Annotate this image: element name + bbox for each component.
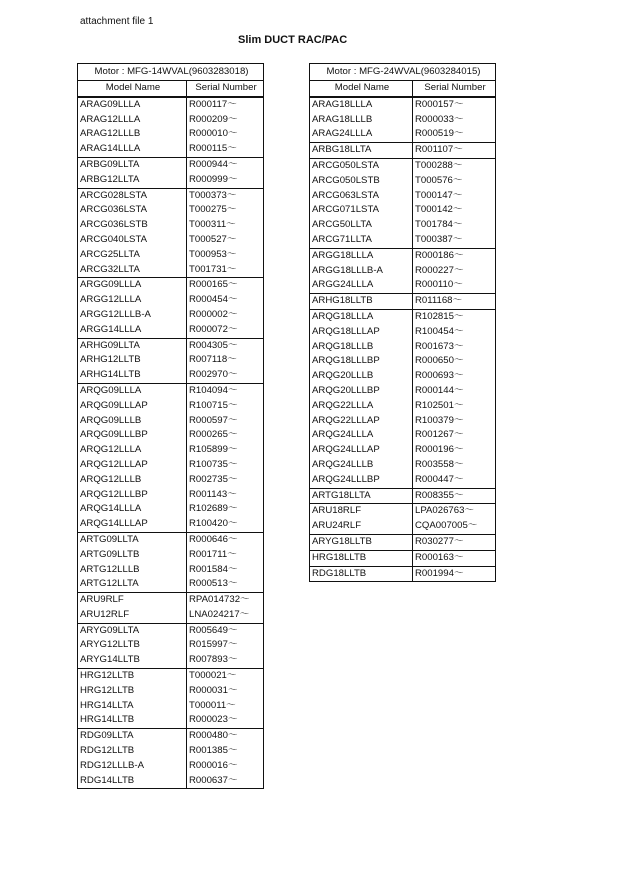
serial-number-cell: R005649～ xyxy=(187,623,264,638)
model-name-cell: RDG12LLTB xyxy=(78,744,187,759)
model-name-cell: ARQG12LLLBP xyxy=(78,488,187,503)
table-row xyxy=(78,532,264,547)
serial-number-cell: R000165～ xyxy=(187,278,264,293)
model-name-cell: ARQG20LLLBP xyxy=(310,384,413,399)
model-name-cell: ARCG071LSTA xyxy=(310,203,413,218)
model-name-cell: ARQG20LLLB xyxy=(310,369,413,384)
table-row xyxy=(310,248,496,263)
model-name-cell: ARHG09LLTA xyxy=(78,338,187,353)
model-name-cell: ARQG09LLLB xyxy=(78,414,187,429)
model-name-cell: ARAG24LLLA xyxy=(310,127,413,142)
serial-number-cell: T000373～ xyxy=(187,188,264,203)
model-name-cell: RDG18LLTB xyxy=(310,566,413,582)
serial-number-cell: R000196～ xyxy=(413,443,496,458)
serial-number-cell: R000454～ xyxy=(187,293,264,308)
model-name-cell: ARYG12LLTB xyxy=(78,638,187,653)
model-name-cell: ARYG14LLTB xyxy=(78,653,187,668)
serial-number-cell: R001994～ xyxy=(413,566,496,582)
table-row xyxy=(78,638,264,653)
serial-number-cell: CQA007005～ xyxy=(413,519,496,534)
table-row xyxy=(78,414,264,429)
model-name-cell: ARQG14LLLAP xyxy=(78,517,187,532)
table-row xyxy=(78,203,264,218)
model-name-cell: ARQG09LLLA xyxy=(78,383,187,398)
model-name-header: Model Name xyxy=(78,81,187,97)
table-row xyxy=(78,338,264,353)
serial-number-cell: T000527～ xyxy=(187,233,264,248)
table-row xyxy=(310,399,496,414)
serial-number-cell: R000144～ xyxy=(413,384,496,399)
serial-number-cell: R011168～ xyxy=(413,294,496,310)
model-name-cell: ARGG14LLLA xyxy=(78,323,187,338)
serial-number-cell: R007893～ xyxy=(187,653,264,668)
serial-number-cell: R000010～ xyxy=(187,127,264,142)
model-name-cell: ARQG18LLLA xyxy=(310,309,413,324)
serial-number-cell: R000480～ xyxy=(187,729,264,744)
table-row xyxy=(78,608,264,623)
serial-number-cell: T001731～ xyxy=(187,263,264,278)
table-row xyxy=(78,323,264,338)
model-name-cell: ARQG24LLLAP xyxy=(310,443,413,458)
table-row xyxy=(78,684,264,699)
serial-number-cell: R000033～ xyxy=(413,113,496,128)
table-row xyxy=(78,593,264,608)
model-name-cell: ARCG028LSTA xyxy=(78,188,187,203)
model-name-cell: ARGG12LLLA xyxy=(78,293,187,308)
model-name-cell: ARQG12LLLAP xyxy=(78,458,187,473)
table-row xyxy=(78,173,264,188)
serial-number-cell: R000002～ xyxy=(187,308,264,323)
model-name-cell: ARQG12LLLB xyxy=(78,473,187,488)
model-name-cell: ARQG18LLLB xyxy=(310,340,413,355)
serial-number-cell: R000637～ xyxy=(187,774,264,789)
table-row xyxy=(310,354,496,369)
serial-number-cell: R000650～ xyxy=(413,354,496,369)
serial-number-cell: R003558～ xyxy=(413,458,496,473)
model-name-cell: RDG09LLTA xyxy=(78,729,187,744)
table-row xyxy=(310,203,496,218)
table-row xyxy=(78,473,264,488)
model-name-cell: ARHG14LLTB xyxy=(78,368,187,383)
serial-number-cell: R104094～ xyxy=(187,383,264,398)
model-name-cell: ARU12RLF xyxy=(78,608,187,623)
table-row xyxy=(310,488,496,504)
table-row xyxy=(78,577,264,592)
table-row xyxy=(78,142,264,157)
serial-number-cell: T000275～ xyxy=(187,203,264,218)
model-name-cell: ARCG32LLTA xyxy=(78,263,187,278)
serial-number-cell: R100379～ xyxy=(413,414,496,429)
serial-number-cell: T000021～ xyxy=(187,669,264,684)
model-name-cell: RDG14LLTB xyxy=(78,774,187,789)
table-row xyxy=(310,369,496,384)
table-row xyxy=(310,473,496,488)
table-row xyxy=(310,174,496,189)
serial-number-cell: R000513～ xyxy=(187,577,264,592)
table-row xyxy=(78,383,264,398)
table-row xyxy=(310,414,496,429)
table-row xyxy=(78,563,264,578)
table-row xyxy=(310,458,496,473)
serial-number-cell: R001107～ xyxy=(413,143,496,159)
serial-number-cell: R001143～ xyxy=(187,488,264,503)
serial-number-header: Serial Number xyxy=(413,81,496,97)
model-name-cell: ARQG24LLLA xyxy=(310,428,413,443)
model-name-cell: ARBG18LLTA xyxy=(310,143,413,159)
table-row xyxy=(310,519,496,534)
serial-number-cell: R000115～ xyxy=(187,142,264,157)
model-name-cell: HRG14LLTB xyxy=(78,713,187,728)
serial-number-cell: T000387～ xyxy=(413,233,496,248)
model-name-cell: ARCG063LSTA xyxy=(310,189,413,204)
model-name-cell: ARHG18LLTB xyxy=(310,294,413,310)
table-row xyxy=(310,278,496,293)
serial-number-cell: T000288～ xyxy=(413,158,496,173)
model-name-cell: ARQG22LLLA xyxy=(310,399,413,414)
serial-number-cell: T000953～ xyxy=(187,248,264,263)
serial-number-cell: R100420～ xyxy=(187,517,264,532)
model-name-cell: HRG12LLTB xyxy=(78,684,187,699)
table-row xyxy=(78,729,264,744)
serial-number-cell: R000110～ xyxy=(413,278,496,293)
model-name-cell: ARCG50LLTA xyxy=(310,218,413,233)
model-name-header: Model Name xyxy=(310,81,413,97)
model-name-cell: ARTG12LLTA xyxy=(78,577,187,592)
attachment-label: attachment file 1 xyxy=(80,16,154,27)
table-row xyxy=(78,248,264,263)
serial-number-cell: R000072～ xyxy=(187,323,264,338)
table-row xyxy=(310,443,496,458)
model-name-cell: ARQG24LLLB xyxy=(310,458,413,473)
model-name-cell: ARTG18LLTA xyxy=(310,488,413,504)
table-row xyxy=(310,534,496,550)
table-row xyxy=(310,127,496,142)
model-name-cell: HRG12LLTB xyxy=(78,669,187,684)
table-row xyxy=(78,368,264,383)
model-name-cell: HRG18LLTB xyxy=(310,550,413,566)
table-row xyxy=(78,488,264,503)
serial-number-cell: R002970～ xyxy=(187,368,264,383)
model-name-cell: ARQG09LLLAP xyxy=(78,399,187,414)
model-name-cell: HRG14LLTA xyxy=(78,699,187,714)
table-row xyxy=(310,264,496,279)
table-row xyxy=(310,233,496,248)
model-name-cell: ARTG09LLTB xyxy=(78,548,187,563)
motor-header: Motor : MFG-24WVAL(9603284015) xyxy=(310,64,496,81)
model-name-cell: ARGG18LLLA xyxy=(310,248,413,263)
model-name-cell: ARCG050LSTB xyxy=(310,174,413,189)
serial-number-cell: T000576～ xyxy=(413,174,496,189)
table-row xyxy=(78,218,264,233)
serial-number-cell: R015997～ xyxy=(187,638,264,653)
model-name-cell: ARGG09LLLA xyxy=(78,278,187,293)
model-name-cell: ARCG036LSTA xyxy=(78,203,187,218)
serial-number-cell: R002735～ xyxy=(187,473,264,488)
serial-number-cell: R000186～ xyxy=(413,248,496,263)
serial-number-cell: LNA024217～ xyxy=(187,608,264,623)
table-row xyxy=(310,309,496,324)
serial-number-cell: RPA014732～ xyxy=(187,593,264,608)
table-row xyxy=(78,353,264,368)
serial-number-cell: R000999～ xyxy=(187,173,264,188)
serial-number-cell: R000447～ xyxy=(413,473,496,488)
document-title: Slim DUCT RAC/PAC xyxy=(238,34,348,46)
serial-number-cell: R000117～ xyxy=(187,97,264,113)
model-name-cell: ARAG12LLLA xyxy=(78,113,187,128)
model-name-cell: ARYG18LLTB xyxy=(310,534,413,550)
serial-number-cell: R001711～ xyxy=(187,548,264,563)
serial-number-cell: R007118～ xyxy=(187,353,264,368)
model-name-cell: ARBG12LLTA xyxy=(78,173,187,188)
table-row xyxy=(78,653,264,668)
model-name-cell: ARQG12LLLA xyxy=(78,443,187,458)
serial-number-cell: R000597～ xyxy=(187,414,264,429)
table-row xyxy=(310,550,496,566)
model-name-cell: ARHG12LLTB xyxy=(78,353,187,368)
serial-number-cell: R000265～ xyxy=(187,428,264,443)
serial-number-cell: T000147～ xyxy=(413,189,496,204)
serial-number-cell: R000157～ xyxy=(413,97,496,113)
model-name-cell: ARCG036LSTB xyxy=(78,218,187,233)
serial-number-cell: R000693～ xyxy=(413,369,496,384)
table-row xyxy=(310,325,496,340)
serial-number-cell: T000142～ xyxy=(413,203,496,218)
table-row xyxy=(78,443,264,458)
table-row xyxy=(78,502,264,517)
table-row xyxy=(310,340,496,355)
model-name-cell: RDG12LLLB-A xyxy=(78,759,187,774)
serial-number-cell: R008355～ xyxy=(413,488,496,504)
table-row xyxy=(78,623,264,638)
serial-number-cell: R100454～ xyxy=(413,325,496,340)
table-row xyxy=(78,428,264,443)
model-name-cell: ARGG18LLLB-A xyxy=(310,264,413,279)
model-name-cell: ARQG09LLLBP xyxy=(78,428,187,443)
serial-number-cell: T000011～ xyxy=(187,699,264,714)
motor-table-24wval xyxy=(309,63,496,582)
serial-number-cell: R000163～ xyxy=(413,550,496,566)
motor-table-14wval xyxy=(77,63,264,789)
model-name-cell: ARAG12LLLB xyxy=(78,127,187,142)
serial-number-cell: R102689～ xyxy=(187,502,264,517)
table-row xyxy=(310,384,496,399)
model-name-cell: ARTG09LLTA xyxy=(78,532,187,547)
table-row xyxy=(78,308,264,323)
model-name-cell: ARQG22LLLAP xyxy=(310,414,413,429)
model-name-cell: ARCG71LLTA xyxy=(310,233,413,248)
table-row xyxy=(78,699,264,714)
table-row xyxy=(310,566,496,582)
serial-number-cell: R001584～ xyxy=(187,563,264,578)
serial-number-cell: R000016～ xyxy=(187,759,264,774)
model-name-cell: ARQG18LLLBP xyxy=(310,354,413,369)
serial-number-cell: R100715～ xyxy=(187,399,264,414)
table-row xyxy=(78,278,264,293)
table-row xyxy=(78,399,264,414)
serial-number-cell: R102815～ xyxy=(413,309,496,324)
table-row xyxy=(78,97,264,113)
table-row xyxy=(78,669,264,684)
model-name-cell: ARAG18LLLA xyxy=(310,97,413,113)
serial-number-cell: R004305～ xyxy=(187,338,264,353)
serial-number-cell: R102501～ xyxy=(413,399,496,414)
model-name-cell: ARQG14LLLA xyxy=(78,502,187,517)
table-row xyxy=(310,158,496,173)
serial-number-cell: R001673～ xyxy=(413,340,496,355)
table-row xyxy=(310,143,496,159)
serial-number-cell: R000646～ xyxy=(187,532,264,547)
table-row xyxy=(310,504,496,519)
model-name-cell: ARTG12LLLB xyxy=(78,563,187,578)
table-row xyxy=(78,188,264,203)
serial-number-cell: R030277～ xyxy=(413,534,496,550)
model-name-cell: ARQG24LLLBP xyxy=(310,473,413,488)
serial-number-cell: R000944～ xyxy=(187,157,264,172)
serial-number-cell: R000519～ xyxy=(413,127,496,142)
serial-number-cell: R000023～ xyxy=(187,713,264,728)
table-row xyxy=(78,458,264,473)
table-row xyxy=(78,127,264,142)
table-row xyxy=(78,113,264,128)
table-row xyxy=(78,517,264,532)
serial-number-cell: R001385～ xyxy=(187,744,264,759)
model-name-cell: ARCG25LLTA xyxy=(78,248,187,263)
model-name-cell: ARQG18LLLAP xyxy=(310,325,413,340)
model-name-cell: ARBG09LLTA xyxy=(78,157,187,172)
serial-number-cell: T000311～ xyxy=(187,218,264,233)
serial-number-cell: R105899～ xyxy=(187,443,264,458)
serial-number-cell: LPA026763～ xyxy=(413,504,496,519)
table-row xyxy=(310,218,496,233)
table-row xyxy=(78,744,264,759)
table-row xyxy=(78,293,264,308)
model-name-cell: ARYG09LLTA xyxy=(78,623,187,638)
table-row xyxy=(310,294,496,310)
table-row xyxy=(78,774,264,789)
table-row xyxy=(310,97,496,113)
table-row xyxy=(310,189,496,204)
model-name-cell: ARAG18LLLB xyxy=(310,113,413,128)
table-row xyxy=(78,233,264,248)
model-name-cell: ARU24RLF xyxy=(310,519,413,534)
serial-number-header: Serial Number xyxy=(187,81,264,97)
model-name-cell: ARGG24LLLA xyxy=(310,278,413,293)
motor-header: Motor : MFG-14WVAL(9603283018) xyxy=(78,64,264,81)
model-name-cell: ARU9RLF xyxy=(78,593,187,608)
model-name-cell: ARCG050LSTA xyxy=(310,158,413,173)
serial-number-cell: R100735～ xyxy=(187,458,264,473)
table-row xyxy=(78,263,264,278)
model-name-cell: ARCG040LSTA xyxy=(78,233,187,248)
table-row xyxy=(310,428,496,443)
table-row xyxy=(78,713,264,728)
serial-number-cell: R000227～ xyxy=(413,264,496,279)
model-name-cell: ARGG12LLLB-A xyxy=(78,308,187,323)
serial-number-cell: T001784～ xyxy=(413,218,496,233)
model-name-cell: ARAG09LLLA xyxy=(78,97,187,113)
table-row xyxy=(78,759,264,774)
model-name-cell: ARAG14LLLA xyxy=(78,142,187,157)
table-row xyxy=(310,113,496,128)
serial-number-cell: R001267～ xyxy=(413,428,496,443)
serial-number-cell: R000209～ xyxy=(187,113,264,128)
table-row xyxy=(78,157,264,172)
serial-number-cell: R000031～ xyxy=(187,684,264,699)
model-name-cell: ARU18RLF xyxy=(310,504,413,519)
table-row xyxy=(78,548,264,563)
